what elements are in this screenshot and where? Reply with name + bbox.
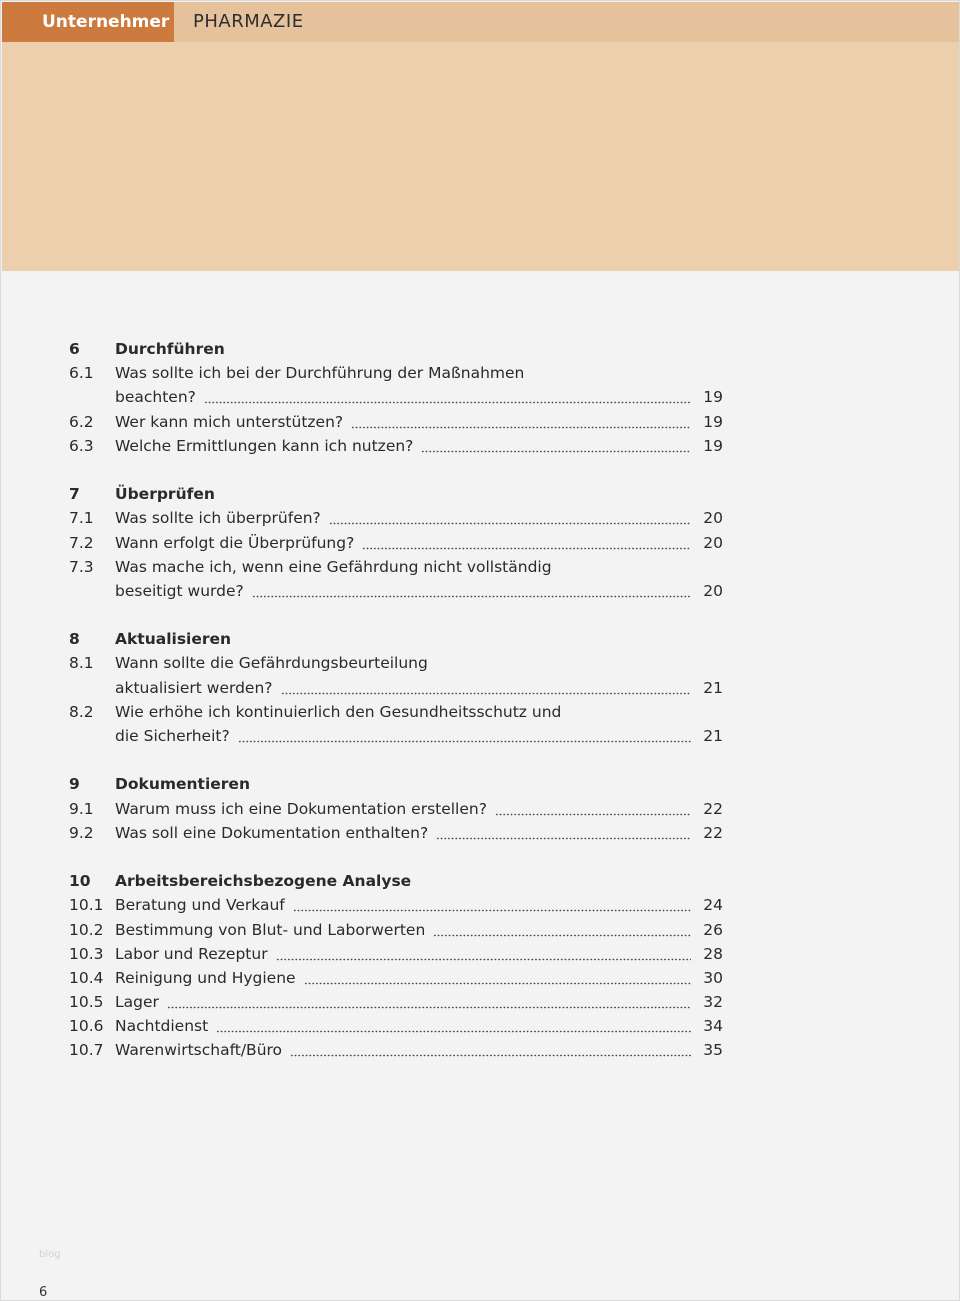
entry-leader-row bbox=[115, 410, 723, 434]
toc-entry-line bbox=[69, 434, 723, 458]
entry-leader-row bbox=[115, 893, 723, 917]
dot-leader bbox=[495, 797, 691, 821]
section-title: PHARMAZIE bbox=[193, 11, 304, 32]
dot-leader bbox=[276, 942, 691, 966]
entry-page-number: 19 bbox=[703, 388, 723, 407]
entry-title: Nachtdienst bbox=[115, 1017, 209, 1036]
table-of-contents bbox=[69, 337, 723, 1087]
toc-entry[interactable] bbox=[69, 410, 723, 434]
toc-chapter bbox=[69, 337, 723, 458]
entry-page-number: 21 bbox=[703, 678, 723, 697]
dot-leader bbox=[290, 1038, 691, 1062]
chapter-title: Dokumentieren bbox=[115, 775, 250, 794]
entry-title: Welche Ermittlungen kann ich nutzen? bbox=[115, 436, 414, 455]
entry-page-number: 35 bbox=[703, 1041, 723, 1060]
entry-title: die Sicherheit? bbox=[115, 727, 230, 745]
toc-entry-line bbox=[69, 531, 723, 555]
toc-entry-line bbox=[69, 410, 723, 434]
dot-leader bbox=[252, 579, 691, 603]
toc-entry[interactable] bbox=[69, 1014, 723, 1038]
chapter-title: Arbeitsbereichsbezogene Analyse bbox=[115, 872, 412, 891]
dot-leader bbox=[436, 821, 691, 845]
toc-entry-line bbox=[69, 361, 723, 385]
toc-entry[interactable] bbox=[69, 361, 723, 409]
dot-leader bbox=[351, 410, 691, 434]
toc-entry[interactable] bbox=[69, 797, 723, 821]
entry-leader-row bbox=[115, 1038, 723, 1062]
toc-entry-line bbox=[69, 579, 723, 603]
toc-chapter bbox=[69, 772, 723, 845]
entry-number: 10.3 bbox=[69, 944, 104, 963]
chapter-heading[interactable] bbox=[69, 869, 723, 893]
toc-entry-line bbox=[69, 1014, 723, 1038]
chapter-title: Aktualisieren bbox=[115, 630, 232, 649]
toc-chapter bbox=[69, 869, 723, 1063]
entry-page-number: 22 bbox=[703, 799, 723, 818]
entry-leader-row bbox=[115, 821, 723, 845]
entry-title: Was mache ich, wenn eine Gefährdung nicht vollständig bbox=[115, 557, 552, 576]
chapter-number: 8 bbox=[69, 630, 80, 649]
entry-leader-row bbox=[115, 724, 723, 748]
toc-entry-line bbox=[69, 385, 723, 409]
dot-leader bbox=[329, 506, 691, 530]
entry-title: Beratung und Verkauf bbox=[115, 896, 285, 915]
toc-entry[interactable] bbox=[69, 918, 723, 942]
entry-page-number: 30 bbox=[703, 968, 723, 987]
entry-number: 10.7 bbox=[69, 1041, 104, 1060]
header-bar bbox=[2, 2, 959, 42]
toc-entry-line bbox=[69, 700, 723, 724]
entry-page-number: 19 bbox=[703, 412, 723, 431]
entry-title: Reinigung und Hygiene bbox=[115, 968, 296, 987]
dot-leader bbox=[421, 434, 691, 458]
entry-number: 7.3 bbox=[69, 557, 94, 576]
toc-entry-line bbox=[69, 555, 723, 579]
toc-entry[interactable] bbox=[69, 700, 723, 748]
entry-leader-row bbox=[115, 579, 723, 603]
entry-page-number: 24 bbox=[703, 896, 723, 915]
entry-title: Wie erhöhe ich kontinuierlich den Gesundheitsschutz und bbox=[115, 702, 562, 721]
entry-leader-row bbox=[115, 942, 723, 966]
dot-leader bbox=[293, 893, 691, 917]
entry-number: 7.2 bbox=[69, 533, 94, 552]
entry-number: 10.4 bbox=[69, 968, 104, 987]
chapter-title: Durchführen bbox=[115, 340, 225, 358]
toc-entry[interactable] bbox=[69, 942, 723, 966]
entry-page-number: 20 bbox=[703, 533, 723, 552]
entry-number: 9.1 bbox=[69, 799, 94, 818]
chapter-number: 6 bbox=[69, 340, 80, 358]
entry-title: beseitigt wurde? bbox=[115, 581, 244, 600]
toc-entry-line bbox=[69, 724, 723, 748]
entry-leader-row bbox=[115, 531, 723, 555]
entry-title: Warenwirtschaft/Büro bbox=[115, 1041, 283, 1060]
entry-title: Wann sollte die Gefährdungsbeurteilung bbox=[115, 654, 428, 673]
entry-number: 10.1 bbox=[69, 896, 104, 915]
toc-entry[interactable] bbox=[69, 893, 723, 917]
toc-entry-line bbox=[69, 918, 723, 942]
page-number: 6 bbox=[39, 1285, 48, 1300]
chapter-number: 10 bbox=[69, 872, 91, 891]
entry-number: 8.2 bbox=[69, 702, 94, 721]
entry-title: Labor und Rezeptur bbox=[115, 944, 268, 963]
entry-number: 9.2 bbox=[69, 823, 94, 842]
entry-page-number: 20 bbox=[703, 509, 723, 528]
dot-leader bbox=[216, 1014, 691, 1038]
entry-leader-row bbox=[115, 966, 723, 990]
watermark: blog bbox=[39, 1249, 61, 1260]
entry-page-number: 21 bbox=[703, 727, 723, 745]
toc-entry[interactable] bbox=[69, 966, 723, 990]
toc-entry-line bbox=[69, 651, 723, 675]
toc-entry[interactable] bbox=[69, 434, 723, 458]
toc-entry-line bbox=[69, 1038, 723, 1062]
entry-page-number: 22 bbox=[703, 823, 723, 842]
toc-entry-line bbox=[69, 990, 723, 1014]
entry-leader-row bbox=[115, 676, 723, 700]
chapter-number: 7 bbox=[69, 485, 80, 504]
entry-title: aktualisiert werden? bbox=[115, 678, 273, 697]
dot-leader bbox=[362, 531, 691, 555]
entry-number: 6.1 bbox=[69, 364, 94, 383]
entry-leader-row bbox=[115, 385, 723, 409]
chapter-title: Überprüfen bbox=[115, 485, 215, 504]
entry-number: 10.5 bbox=[69, 993, 104, 1012]
entry-leader-row bbox=[115, 990, 723, 1014]
toc-entry-line bbox=[69, 797, 723, 821]
entry-title: Was sollte ich überprüfen? bbox=[115, 509, 321, 528]
chapter-heading[interactable] bbox=[69, 337, 723, 361]
entry-number: 10.6 bbox=[69, 1017, 104, 1036]
chapter-heading[interactable] bbox=[69, 627, 723, 651]
toc-entry[interactable] bbox=[69, 990, 723, 1014]
entry-title: Wann erfolgt die Überprüfung? bbox=[115, 533, 355, 552]
toc-entry-line bbox=[69, 942, 723, 966]
dot-leader bbox=[304, 966, 691, 990]
toc-chapter bbox=[69, 482, 723, 603]
dot-leader bbox=[204, 385, 691, 409]
toc-entry[interactable] bbox=[69, 531, 723, 555]
entry-title: beachten? bbox=[115, 388, 196, 407]
toc-entry[interactable] bbox=[69, 555, 723, 603]
entry-title: Lager bbox=[115, 993, 159, 1012]
entry-title: Bestimmung von Blut- und Laborwerten bbox=[115, 920, 426, 939]
entry-title: Warum muss ich eine Dokumentation erstellen? bbox=[115, 799, 487, 818]
toc-entry[interactable] bbox=[69, 821, 723, 845]
dot-leader bbox=[167, 990, 691, 1014]
entry-leader-row bbox=[115, 918, 723, 942]
entry-number: 6.3 bbox=[69, 436, 94, 455]
toc-chapter bbox=[69, 627, 723, 748]
entry-page-number: 32 bbox=[703, 993, 723, 1012]
entry-leader-row bbox=[115, 434, 723, 458]
toc-entry[interactable] bbox=[69, 651, 723, 699]
entry-page-number: 28 bbox=[703, 944, 723, 963]
toc-entry-line bbox=[69, 893, 723, 917]
dot-leader bbox=[238, 724, 691, 748]
toc-entry[interactable] bbox=[69, 506, 723, 530]
entry-title: Wer kann mich unterstützen? bbox=[115, 412, 344, 431]
entry-number: 10.2 bbox=[69, 920, 104, 939]
chapter-number: 9 bbox=[69, 775, 80, 794]
entry-title: Was sollte ich bei der Durchführung der Maßnahmen bbox=[115, 364, 525, 383]
toc-entry[interactable] bbox=[69, 1038, 723, 1062]
entry-page-number: 20 bbox=[703, 581, 723, 600]
toc-entry-line bbox=[69, 676, 723, 700]
entry-page-number: 34 bbox=[703, 1017, 723, 1036]
entry-leader-row bbox=[115, 797, 723, 821]
entry-number: 6.2 bbox=[69, 412, 94, 431]
chapter-heading[interactable] bbox=[69, 482, 723, 506]
dot-leader bbox=[433, 918, 691, 942]
entry-page-number: 19 bbox=[703, 436, 723, 455]
toc-entry-line bbox=[69, 821, 723, 845]
dot-leader bbox=[281, 676, 691, 700]
toc-entry-line bbox=[69, 506, 723, 530]
entry-page-number: 26 bbox=[703, 920, 723, 939]
entry-title: Was soll eine Dokumentation enthalten? bbox=[115, 823, 429, 842]
entry-number: 8.1 bbox=[69, 654, 94, 673]
toc-entry-line bbox=[69, 966, 723, 990]
entry-leader-row bbox=[115, 506, 723, 530]
category-tab: Unternehmer bbox=[2, 2, 174, 42]
entry-number: 7.1 bbox=[69, 509, 94, 528]
header-color-band bbox=[2, 2, 959, 271]
chapter-heading[interactable] bbox=[69, 772, 723, 796]
entry-leader-row bbox=[115, 1014, 723, 1038]
